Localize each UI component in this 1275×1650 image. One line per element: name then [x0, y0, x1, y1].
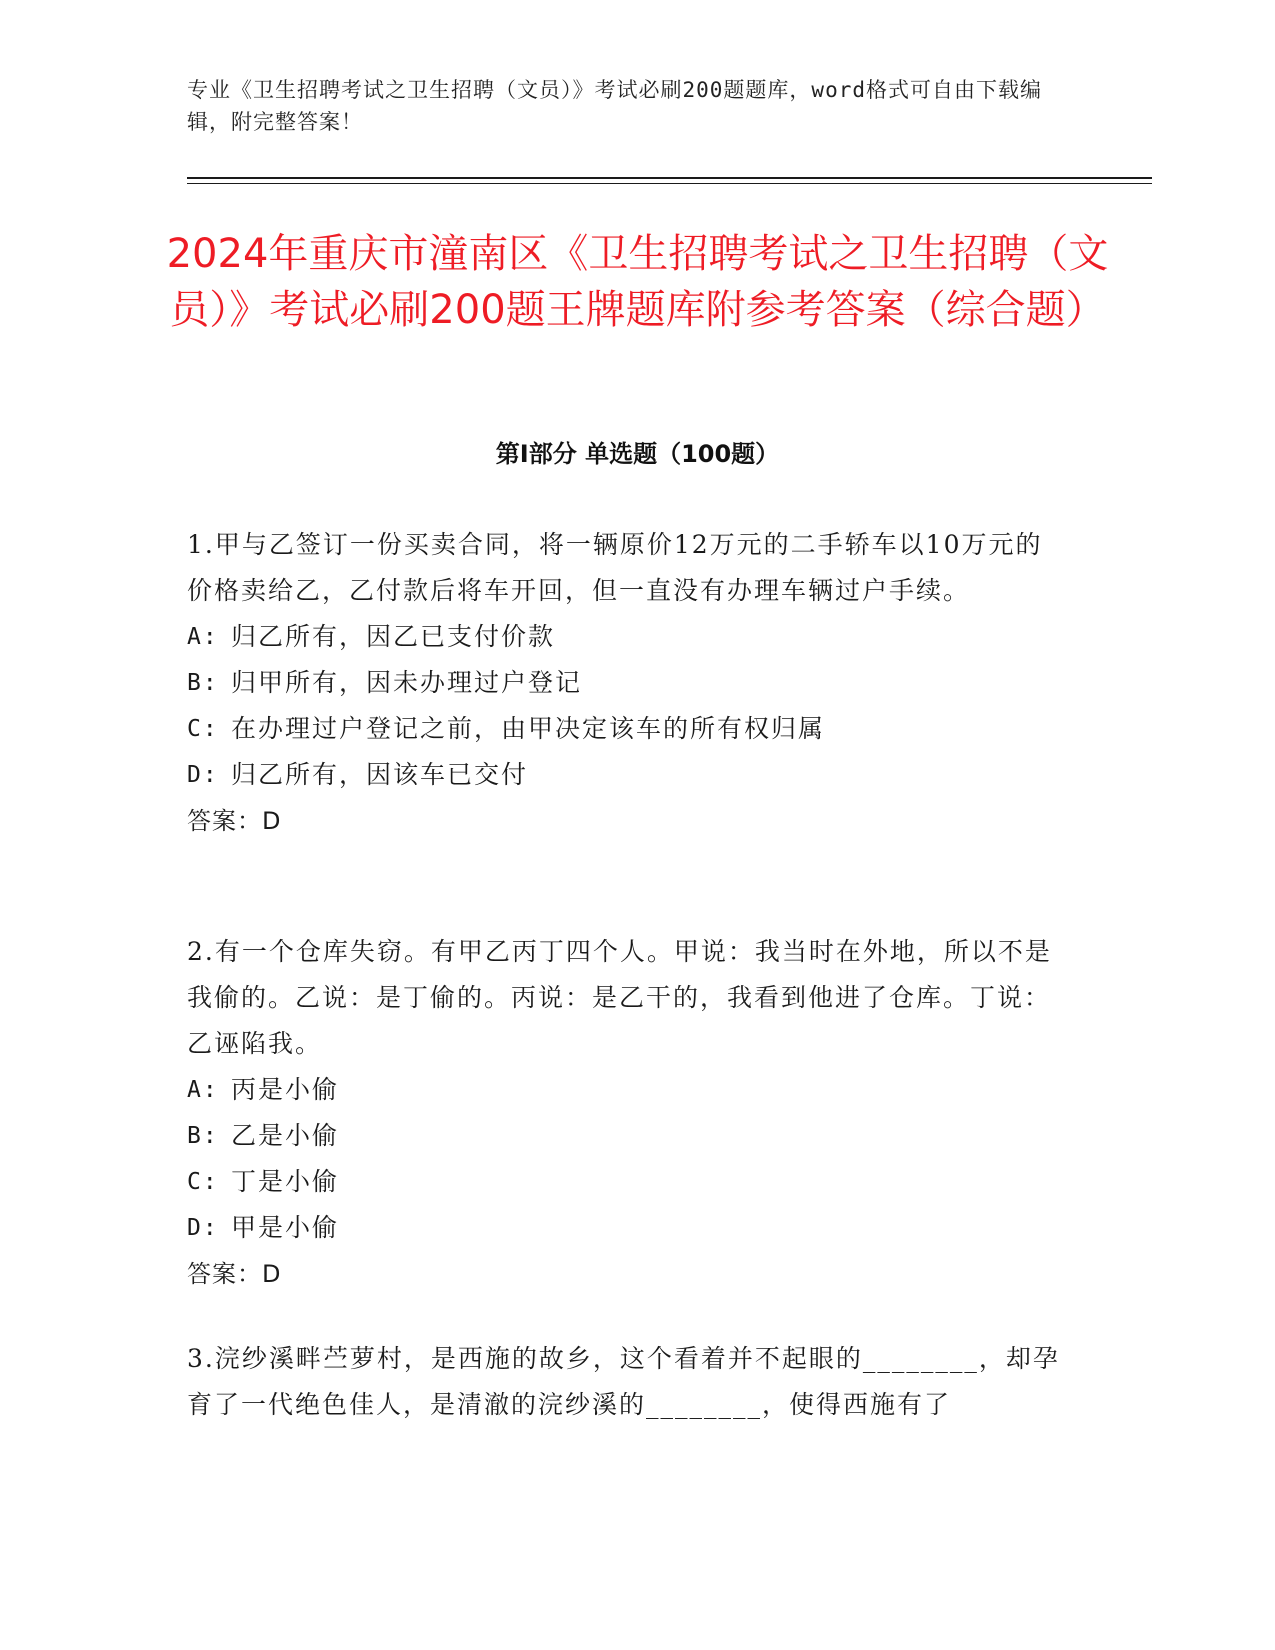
option-letter: B: [187, 1123, 219, 1149]
option-letter: D: [187, 762, 219, 788]
option-letter: A: [187, 624, 219, 650]
option-letter: A: [187, 1077, 219, 1103]
option-letter: B: [187, 670, 219, 696]
option-a [187, 614, 1067, 660]
header-rule-thin [187, 183, 1152, 184]
header-rule-thick [187, 177, 1152, 179]
option-d [187, 1205, 1067, 1251]
answer-line: 答案：D [187, 1260, 282, 1288]
option-text: 丙是小偷 [231, 1075, 340, 1104]
option-text: 甲是小偷 [231, 1213, 340, 1242]
question-stem: 3.浣纱溪畔苎萝村，是西施的故乡，这个看着并不起眼的________，却孕育了一代绝色佳人，是清澈的浣纱溪的________，使得西施有了 [187, 1344, 1060, 1419]
question-stem: 1.甲与乙签订一份买卖合同，将一辆原价12万元的二手轿车以10万元的价格卖给乙，乙付款后将车开回，但一直没有办理车辆过户手续。 [187, 530, 1043, 605]
option-text: 乙是小偷 [231, 1121, 340, 1150]
option-letter: C: [187, 716, 219, 742]
option-text: 归乙所有，因该车已交付 [231, 760, 529, 789]
option-d [187, 752, 1067, 798]
question-3 [187, 1336, 1067, 1428]
option-a [187, 1067, 1067, 1113]
question-2 [187, 929, 1067, 1297]
option-b [187, 1113, 1067, 1159]
option-b [187, 660, 1067, 706]
document-title: 2024年重庆市潼南区《卫生招聘考试之卫生招聘（文员）》考试必刷200题王牌题库附参考答案（综合题） [166, 231, 1109, 333]
option-c [187, 706, 1067, 752]
question-stem: 2.有一个仓库失窃。有甲乙丙丁四个人。甲说：我当时在外地，所以不是我偷的。乙说：是丁偷的。丙说：是乙干的，我看到他进了仓库。丁说：乙诬陷我。 [187, 937, 1052, 1058]
question-1 [187, 522, 1067, 844]
answer-line: 答案：D [187, 807, 282, 835]
option-text: 在办理过户登记之前，由甲决定该车的所有权归属 [231, 714, 826, 743]
section-heading: 第Ⅰ部分 单选题（100题） [495, 440, 780, 468]
option-text: 归乙所有，因乙已支付价款 [231, 622, 556, 651]
option-letter: C: [187, 1169, 219, 1195]
option-letter: D: [187, 1215, 219, 1241]
option-text: 归甲所有，因未办理过户登记 [231, 668, 583, 697]
header-note: 专业《卫生招聘考试之卫生招聘（文员）》考试必刷200题题库，word格式可自由下载编辑，附完整答案！ [187, 78, 1042, 134]
option-text: 丁是小偷 [231, 1167, 340, 1196]
option-c [187, 1159, 1067, 1205]
